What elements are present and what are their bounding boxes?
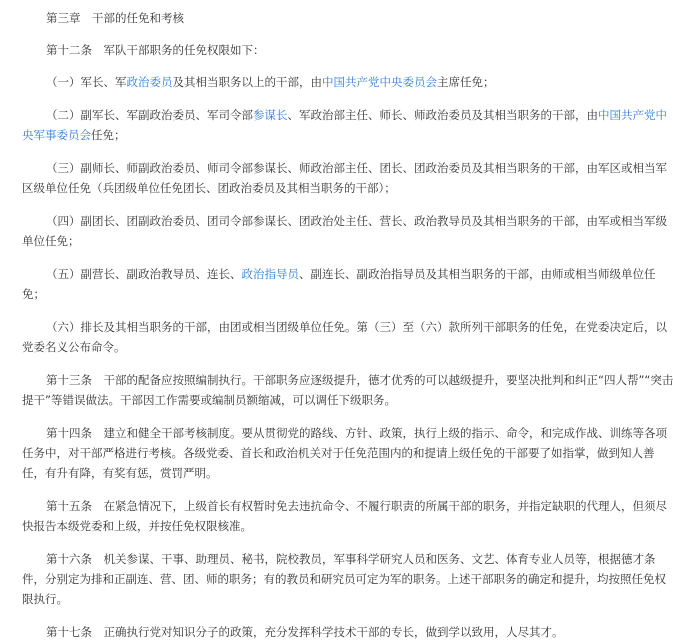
article-12-item-2-line-1 (22, 105, 667, 125)
link-central-military-commission-part-2[interactable]: 央军事委员会 (22, 128, 91, 142)
article-12-item-3-line-2: 区级单位任免（兵团级单位任免团长、团政治委员及其相当职务的干部）； (22, 181, 396, 195)
article-13-line-1: 第十三条 干部的配备应按照编制执行。干部职务应逐级提升，德才优秀的可以越级提升，要坚决批判和纠正“四人帮”“突击 (46, 373, 673, 387)
article-16-line-3: 限执行。 (22, 592, 68, 606)
article-14-line-3: 任，有升有降，有奖有惩，赏罚严明。 (22, 466, 218, 480)
article-15-line-2: 快报告本级党委和上级，并按任免权限核准。 (22, 519, 252, 533)
item-2-text-c: 任免； (91, 128, 126, 142)
link-chief-of-staff[interactable]: 参谋长 (253, 108, 288, 122)
article-12-item-4-line-1: （四）副团长、团副政治委员、团司令部参谋长、团政治处主任、营长、政治教导员及其相当职务的干部，由军或相当军级 (46, 214, 667, 228)
article-12-item-6-line-1: （六）排长及其相当职务的干部，由团或相当团级单位任免。第（三）至（六）款所列干部职务的任免，在党委决定后，以 (46, 320, 667, 334)
article-12-item-1 (22, 72, 626, 92)
chapter-title: 第三章 干部的任免和考核 (46, 11, 184, 25)
item-1-text-b: 及其相当职务以上的干部，由 (172, 75, 322, 89)
item-1-text-a: （一）军长、军 (46, 75, 127, 89)
article-12-item-5-line-2: 免； (22, 287, 45, 301)
article-12-item-4-line-2: 单位任免； (22, 234, 80, 248)
article-15-line-1: 第十五条 在紧急情况下，上级首长有权暂时免去违抗命令、不履行职责的所属干部的职务，并指定缺职的代理人，但须尽 (46, 499, 667, 513)
article-16-line-1: 第十六条 机关参谋、干事、助理员、秘书，院校教员，军事科学研究人员和医务、文艺、体育专业人员等，根据德才条 (46, 552, 656, 566)
article-12-item-5-line-1 (22, 264, 656, 284)
article-12-heading: 第十二条 军队干部职务的任免权限如下： (46, 43, 265, 57)
article-14-line-2: 任务中，对干部严格进行考核。各级党委、首长和政治机关对于任免范围内的和提请上级任免的干部要了如指掌，做到知人善 (22, 446, 655, 460)
link-political-instructor[interactable]: 政治指导员 (241, 267, 299, 281)
item-2-text-b: 、军政治部主任、师长、师政治委员及其相当职务的干部，由 (287, 108, 598, 122)
article-12-item-2-line-2 (22, 125, 626, 145)
link-political-commissar[interactable]: 政治委员 (126, 75, 173, 89)
item-5-text-b: 、副连长、副政治指导员及其相当职务的干部，由师或相当师级单位任 (299, 267, 656, 281)
item-5-text-a: （五）副营长、副政治教导员、连长、 (46, 267, 242, 281)
article-13-line-2: 提干”等错误做法。干部因工作需要或编制员额缩减，可以调任下级职务。 (22, 393, 396, 407)
article-14-line-1: 第十四条 建立和健全干部考核制度。要从贯彻党的路线、方针、政策，执行上级的指示、命令，和完成作战、训练等各项 (46, 426, 667, 440)
item-1-text-c: 主席任免； (437, 75, 495, 89)
article-16-line-2: 件，分别定为排和正副连、营、团、师的职务；有的教员和研究员可定为军的职务。上述干部职务的确定和提升，均按照任免权 (22, 572, 666, 586)
article-12-item-3-line-1: （三）副师长、师副政治委员、师司令部参谋长、师政治部主任、团长、团政治委员及其相当职务的干部，由军区或相当军 (46, 161, 667, 175)
link-ccp-central-committee[interactable]: 中国共产党中央委员会 (322, 75, 437, 89)
article-12-item-6-line-2: 党委名义公布命令。 (22, 340, 126, 354)
item-2-text-a: （二）副军长、军副政治委员、军司令部 (46, 108, 253, 122)
article-17: 第十七条 正确执行党对知识分子的政策，充分发挥科学技术干部的专长，做到学以致用，人尽其才。 (46, 625, 564, 639)
link-central-military-commission-part-1[interactable]: 中国共产党中 (598, 108, 667, 122)
